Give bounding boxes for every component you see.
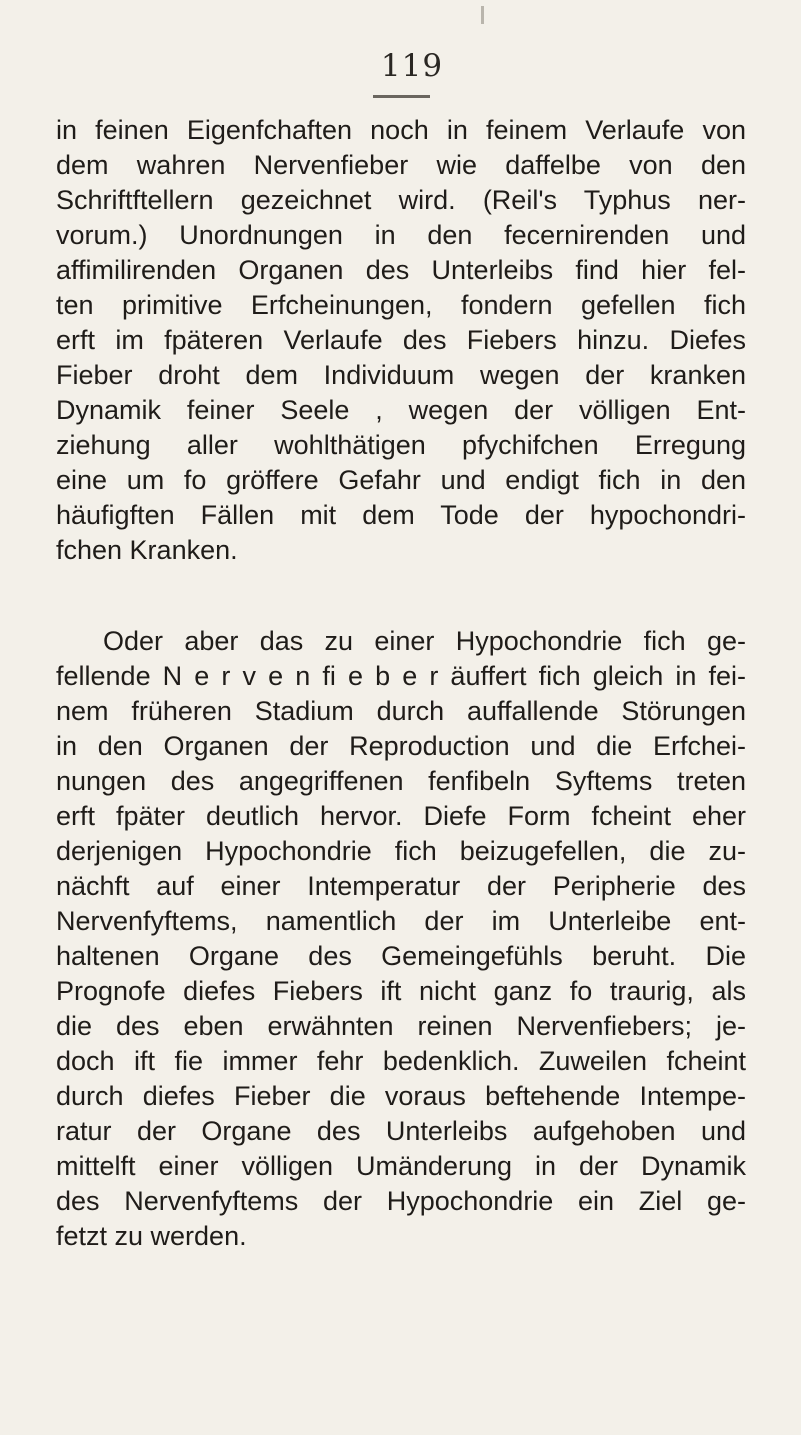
text-line: eine um fo gröffere Gefahr und endigt fich in den bbox=[56, 465, 746, 495]
text-line: erft im fpäteren Verlaufe des Fiebers hinzu. Diefes bbox=[56, 325, 746, 355]
text-line: nem früheren Stadium durch auffallende Störungen bbox=[56, 696, 746, 726]
text-line: die des eben erwähnten reinen Nervenfiebers; je- bbox=[56, 1011, 746, 1041]
text-line: fchen Kranken. bbox=[56, 535, 238, 565]
text-line: affimilirenden Organen des Unterleibs find hier fel- bbox=[56, 255, 746, 285]
text-line: nungen des angegriffenen fenfibeln Syftems treten bbox=[56, 766, 746, 796]
text-line: ten primitive Erfcheinungen, fondern gefellen fich bbox=[56, 290, 746, 320]
text-line: erft fpäter deutlich hervor. Diefe Form fcheint eher bbox=[56, 801, 746, 831]
text-line: Oder aber das zu einer Hypochondrie fich ge- bbox=[103, 626, 746, 656]
text-line: ziehung aller wohlthätigen pfychifchen Erregung bbox=[56, 430, 746, 460]
text-line: Prognofe diefes Fiebers ift nicht ganz fo traurig, als bbox=[56, 976, 746, 1006]
text-line: ratur der Organe des Unterleibs aufgehoben und bbox=[56, 1116, 746, 1146]
text-line: Fieber droht dem Individuum wegen der kranken bbox=[56, 360, 746, 390]
text-line: Nervenfyftems, namentlich der im Unterleibe ent- bbox=[56, 906, 746, 936]
text-line: in den Organen der Reproduction und die Erfchei- bbox=[56, 731, 746, 761]
page-number: 119 bbox=[380, 48, 444, 84]
text-line: Dynamik feiner Seele , wegen der völligen Ent- bbox=[56, 395, 746, 425]
text-line: derjenigen Hypochondrie fich beizugefellen, die zu- bbox=[56, 836, 746, 866]
text-line: in feinen Eigenfchaften noch in feinem Verlaufe von bbox=[56, 115, 746, 145]
text-line: des Nervenfyftems der Hypochondrie ein Ziel ge- bbox=[56, 1186, 746, 1216]
text-line: nächft auf einer Intemperatur der Peripherie des bbox=[56, 871, 746, 901]
text-line: doch ift fie immer fehr bedenklich. Zuweilen fcheint bbox=[56, 1046, 746, 1076]
page-number-rule bbox=[373, 95, 430, 98]
text-line: Schriftftellern gezeichnet wird. (Reil's Typhus ner- bbox=[56, 185, 746, 215]
text-line: mittelft einer völligen Umänderung in der Dynamik bbox=[56, 1151, 746, 1181]
text-line: häufigften Fällen mit dem Tode der hypochondri- bbox=[56, 500, 746, 530]
paragraph-2 bbox=[56, 624, 746, 1254]
text-line: fetzt zu werden. bbox=[56, 1221, 247, 1251]
text-line: vorum.) Unordnungen in den fecernirenden und bbox=[56, 220, 746, 250]
text-line: haltenen Organe des Gemeingefühls beruht. Die bbox=[56, 941, 746, 971]
text-line: dem wahren Nervenfieber wie daffelbe von den bbox=[56, 150, 746, 180]
text-line: fellende N e r v e n fi e b e r äuffert fich gleich in fei- bbox=[56, 661, 746, 691]
margin-mark bbox=[481, 6, 484, 24]
text-line: durch diefes Fieber die voraus beftehende Intempe- bbox=[56, 1081, 746, 1111]
paragraph-1 bbox=[56, 113, 746, 568]
